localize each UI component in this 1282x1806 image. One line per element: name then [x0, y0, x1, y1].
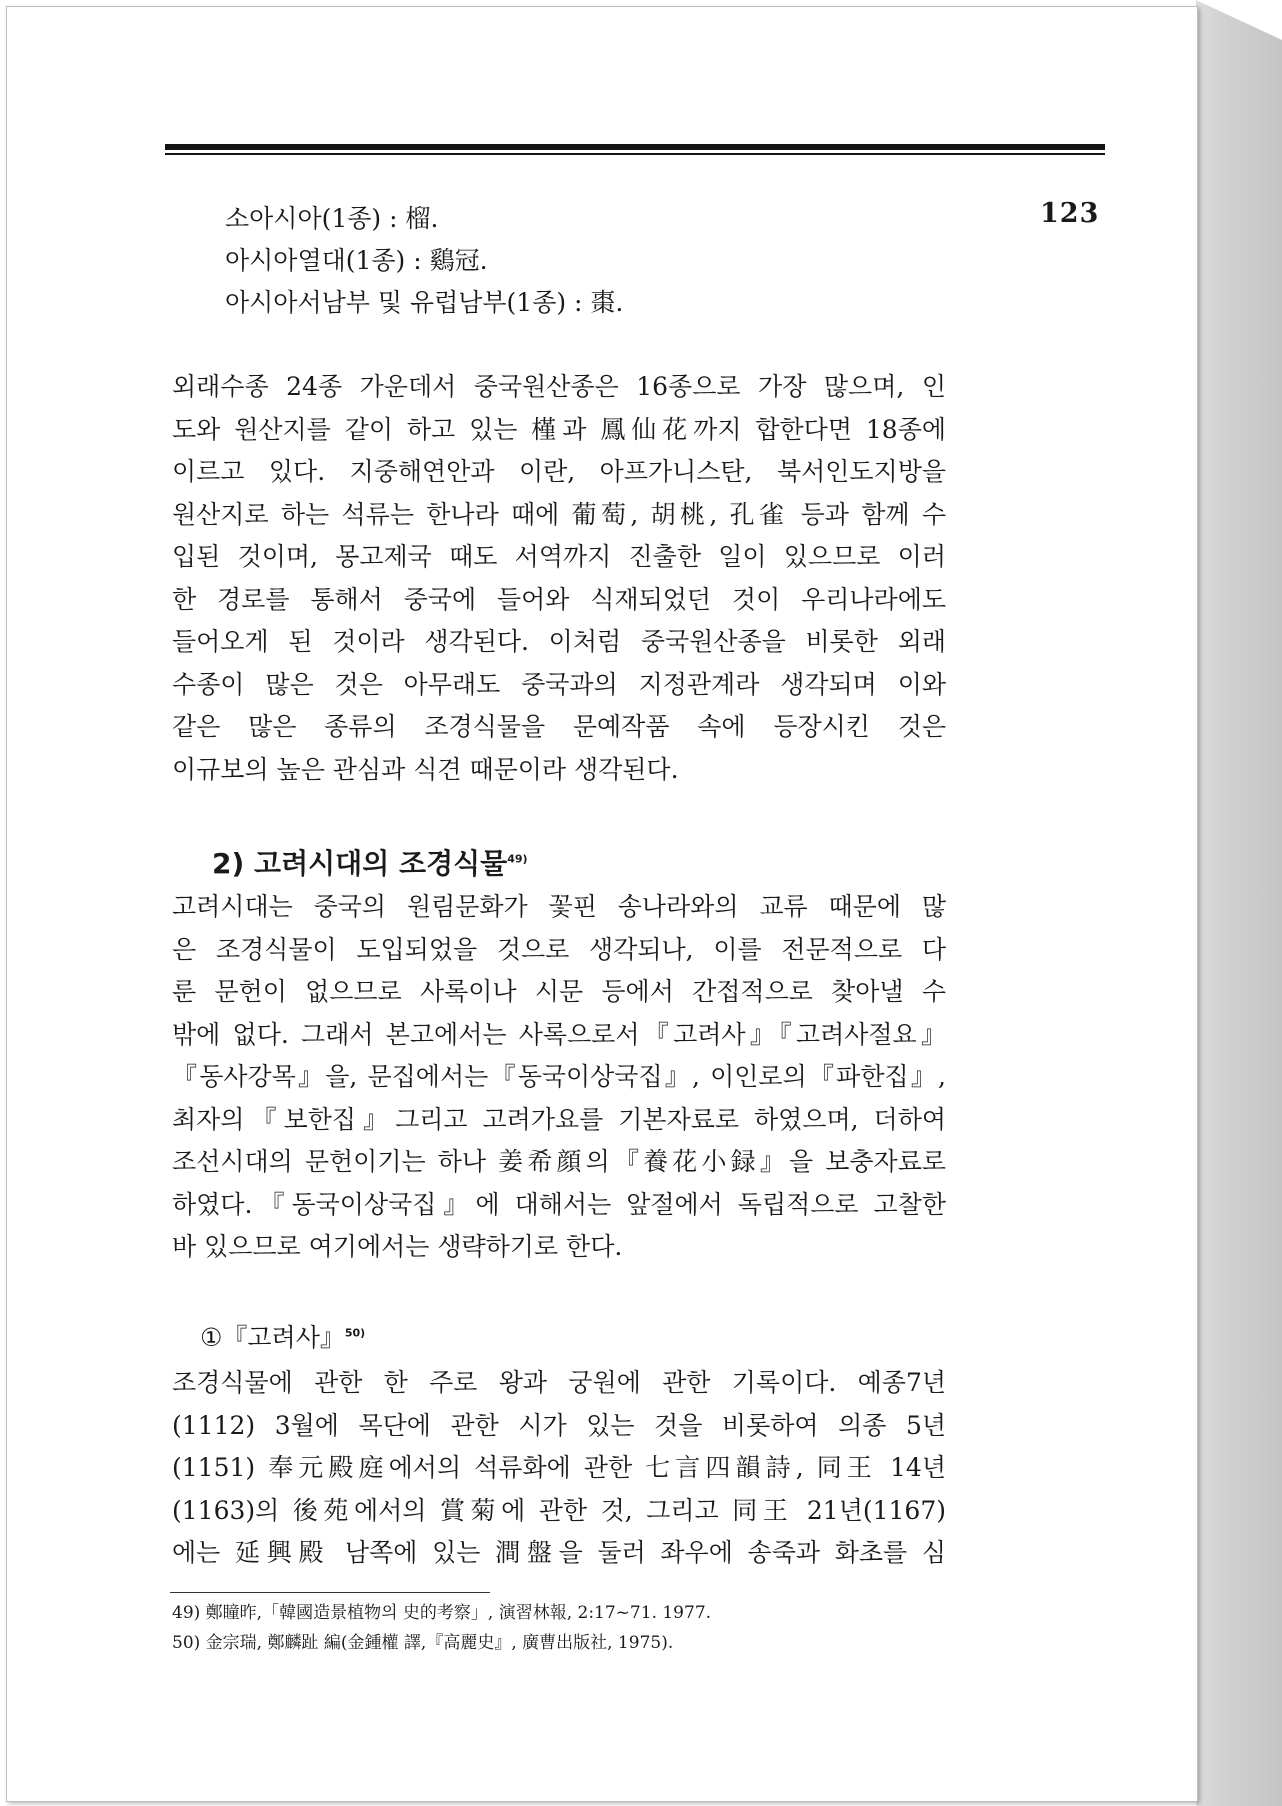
text-line: 조선시대의 문헌이기는 하나 姜希顔의『養花小録』을 보충자료로 — [172, 1147, 946, 1176]
list-item: 아시아열대(1종) : 鷄冠. — [225, 246, 488, 275]
header-rule-thick — [165, 144, 1105, 150]
page-number: 123 — [1040, 198, 1100, 229]
footnote: 49) 鄭瞳昨,「韓國造景植物의 史的考察」, 演習林報, 2:17~71. 1977. — [172, 1603, 712, 1623]
text-line: 이르고 있다. 지중해연안과 이란, 아프가니스탄, 북서인도지방을 — [172, 457, 946, 486]
header-rule-thin — [165, 153, 1105, 155]
text-line: 에는 延興殿 남쪽에 있는 澗盤을 둘러 좌우에 송죽과 화초를 심 — [172, 1538, 946, 1567]
paragraph-goryeo-intro — [172, 886, 946, 1269]
text-line: 들어오게 된 것이라 생각된다. 이처럼 중국원산종을 비롯한 외래 — [172, 627, 946, 656]
text-line: 바 있으므로 여기에서는 생략하기로 한다. — [172, 1232, 623, 1261]
subsection-heading-text: ①『고려사』 — [200, 1323, 345, 1352]
text-line: 최자의『보한집』그리고 고려가요를 기본자료로 하였으며, 더하여 — [172, 1104, 946, 1134]
text-line: 하였다.『동국이상국집』에 대해서는 앞절에서 독립적으로 고찰한 — [172, 1189, 946, 1219]
text-line: 원산지로 하는 석류는 한나라 때에 葡萄, 胡桃, 孔雀 등과 함께 수 — [172, 499, 946, 529]
book-edge-shadow — [1196, 0, 1282, 1806]
section-heading — [212, 842, 528, 882]
list-item: 소아시아(1종) : 榴. — [225, 204, 439, 233]
text-line: 도와 원산지를 같이 하고 있는 槿과 鳳仙花까지 합한다면 18종에 — [172, 414, 946, 444]
book-edge-corner — [1196, 0, 1282, 40]
footnote-ref: 49) — [507, 852, 528, 866]
text-line: (1163)의 後苑에서의 賞菊에 관한 것, 그리고 同王 21년(1167) — [172, 1495, 946, 1525]
footnote-ref: 50) — [344, 1326, 366, 1340]
text-line: 같은 많은 종류의 조경식물을 문예작품 속에 등장시킨 것은 — [172, 712, 946, 741]
text-line: 이규보의 높은 관심과 식견 때문이라 생각된다. — [172, 754, 679, 784]
footnote-divider — [170, 1592, 490, 1593]
section-heading-text: 2) 고려시대의 조경식물 — [212, 847, 508, 880]
text-line: 은 조경식물이 도입되었을 것으로 생각되나, 이를 전문적으로 다 — [172, 934, 946, 964]
footnotes — [172, 1598, 711, 1658]
text-line: 한 경로를 통해서 중국에 들어와 식재되었던 것이 우리나라에도 — [172, 584, 946, 614]
text-line: 입된 것이며, 몽고제국 때도 서역까지 진출한 일이 있으므로 이러 — [172, 542, 946, 571]
subsection-heading — [200, 1318, 365, 1354]
paragraph-foreign-species — [172, 366, 946, 791]
text-line: (1112) 3월에 목단에 관한 시가 있는 것을 비롯하여 의종 5년 — [172, 1410, 946, 1440]
text-line: 룬 문헌이 없으므로 사록이나 시문 등에서 간접적으로 찾아낼 수 — [172, 977, 946, 1006]
list-item: 아시아서남부 및 유럽남부(1종) : 棗. — [225, 288, 624, 317]
text-line: (1151) 奉元殿庭에서의 석류화에 관한 七言四韻詩, 同王 14년 — [172, 1453, 946, 1482]
text-line: 고려시대는 중국의 원림문화가 꽃핀 송나라와의 교류 때문에 많 — [172, 892, 946, 921]
text-line: 조경식물에 관한 한 주로 왕과 궁원에 관한 기록이다. 예종7년 — [172, 1368, 946, 1397]
footnote: 50) 金宗瑞, 鄭麟趾 編(金鍾權 譯,『高麗史』, 廣曹出版社, 1975). — [172, 1633, 674, 1653]
text-line: 외래수종 24종 가운데서 중국원산종은 16종으로 가장 많으며, 인 — [172, 372, 946, 401]
paragraph-goryeosa — [172, 1362, 946, 1575]
text-line: 수종이 많은 것은 아무래도 중국과의 지정관계라 생각되며 이와 — [172, 669, 946, 699]
text-line: 『동사강목』을, 문집에서는『동국이상국집』, 이인로의『파한집』, — [172, 1062, 946, 1091]
text-line: 밖에 없다. 그래서 본고에서는 사록으로서『고려사』『고려사절요』 — [172, 1019, 946, 1049]
origin-list — [225, 198, 623, 324]
